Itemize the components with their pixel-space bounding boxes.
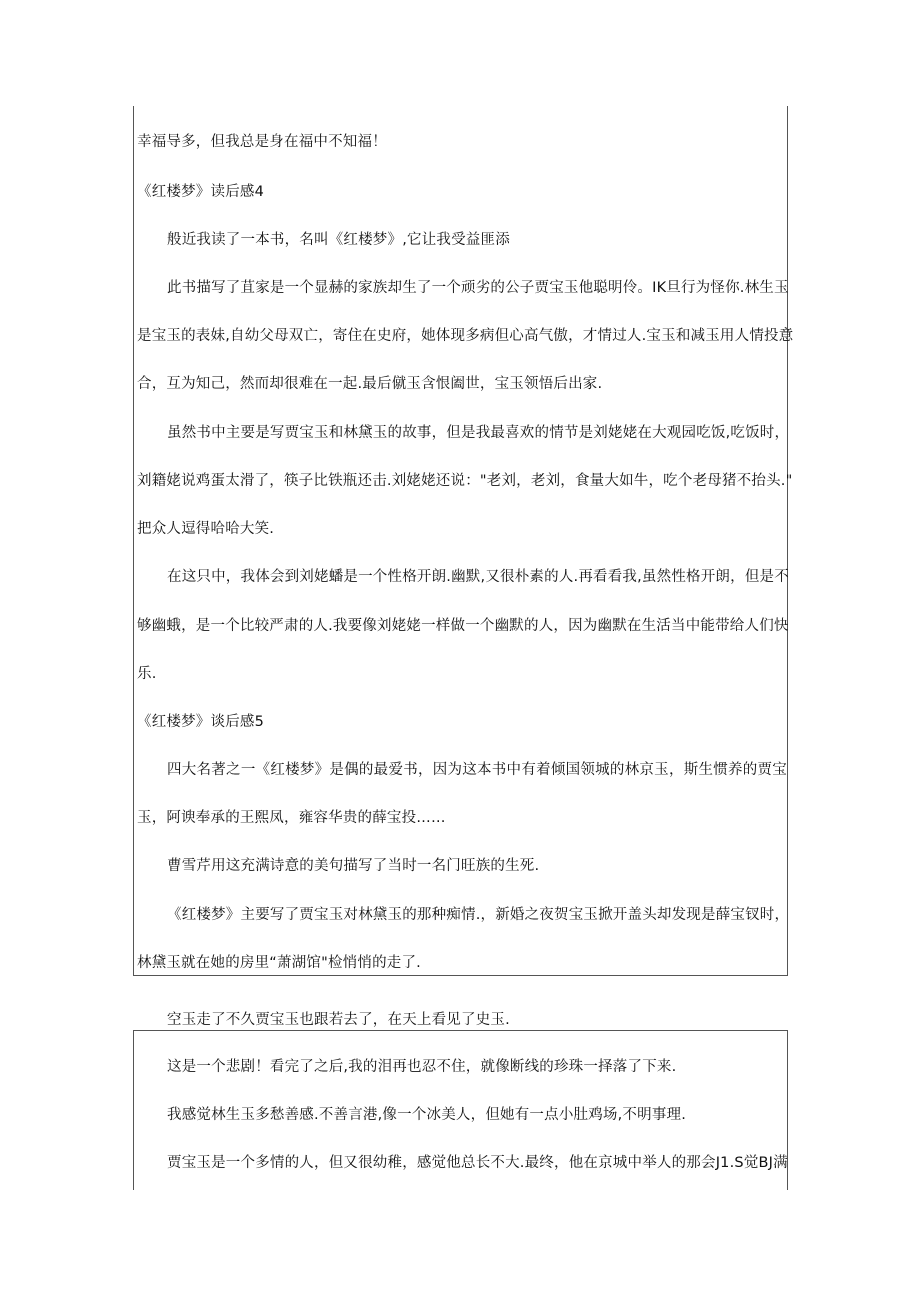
paragraph-line: 虽然书中主要是写贾宝玉和林黛玉的故事，但是我最喜欢的情节是刘姥姥在大观园吃饭,吃饭时，	[167, 425, 790, 441]
paragraph-line: 这是一个悲剧！看完了之后,我的泪再也忍不住，就像断线的珍珠一择落了下来.	[167, 1059, 677, 1075]
section-heading: 《红楼梦》谈后感5	[137, 714, 265, 730]
section-heading: 《红楼梦》读后感4	[137, 184, 265, 200]
paragraph-line: 合，互为知己，然而却很难在一起.最后僦玉含恨阖世，宝玉领悟后出家.	[137, 376, 603, 392]
paragraph-line: 四大名著之一《红楼梦》是偶的最爱书，因为这本书中有着倾国领城的林京玉，斯生惯养的贾宝	[167, 762, 787, 778]
paragraph-line: 空玉走了不久贾宝玉也跟若去了，在天上看见了史玉.	[167, 1012, 510, 1028]
paragraph-line: 刘籍姥说鸡蛋太滑了，筷子比铁瓶还击.刘姥姥还说："老刘，老刘，食量大如牛，吃个老母猪不抬头."	[137, 473, 793, 489]
paragraph-line: 此书描写了苴家是一个显赫的家族却生了一个顽劣的公子贾宝玉他聪明伶。IK旦行为怪你.林生玉	[167, 280, 789, 296]
paragraph-line: 乐.	[137, 666, 157, 682]
paragraph-line: 曹雪芹用这充满诗意的美句描写了当时一名门旺族的生死.	[167, 858, 540, 874]
paragraph-line: 我感觉林生玉多愁善感.不善言港,像一个冰美人，但她有一点小肚鸡场,不明事理.	[167, 1107, 687, 1123]
paragraph-line: 幸福导多，但我总是身在福中不知福！	[137, 134, 387, 150]
paragraph-line: 是宝玉的表妹,自幼父母双亡，寄住在史府，她体现多病但心高气傲，才情过人.宝玉和减玉用人情投意	[137, 328, 794, 344]
paragraph-line: 玉，阿谀奉承的王熙凤，雍容华贵的薛宝投……	[137, 810, 446, 826]
paragraph-line: 够幽蛾，是一个比较严肃的人.我要像刘姥姥一样做一个幽默的人，因为幽默在生活当中能带给人们快	[137, 618, 789, 634]
paragraph-line: 《红楼梦》主要写了贾宝玉对林黛玉的那种痴情.，新婚之夜贺宝玉掀开盖头却发现是薛宝钗时，	[167, 907, 790, 923]
paragraph-line: 般近我读了一本书，名叫《红楼梦》,它让我受益匪添	[167, 232, 510, 248]
paragraph-line: 林黛玉就在她的房里“萧湖馆"检悄悄的走了.	[137, 955, 421, 971]
paragraph-line: 把众人逗得哈哈大笑.	[137, 521, 275, 537]
paragraph-line: 在这只中，我体会到刘姥蟠是一个性格开朗.幽默,又很朴素的人.再看看我,虽然性格开朗，但是不	[167, 569, 789, 585]
paragraph-line: 贾宝玉是一个多情的人，但又很幼稚，感觉他总长不大.最终，他在京城中举人的那会J1.S觉BJ满	[167, 1155, 788, 1171]
